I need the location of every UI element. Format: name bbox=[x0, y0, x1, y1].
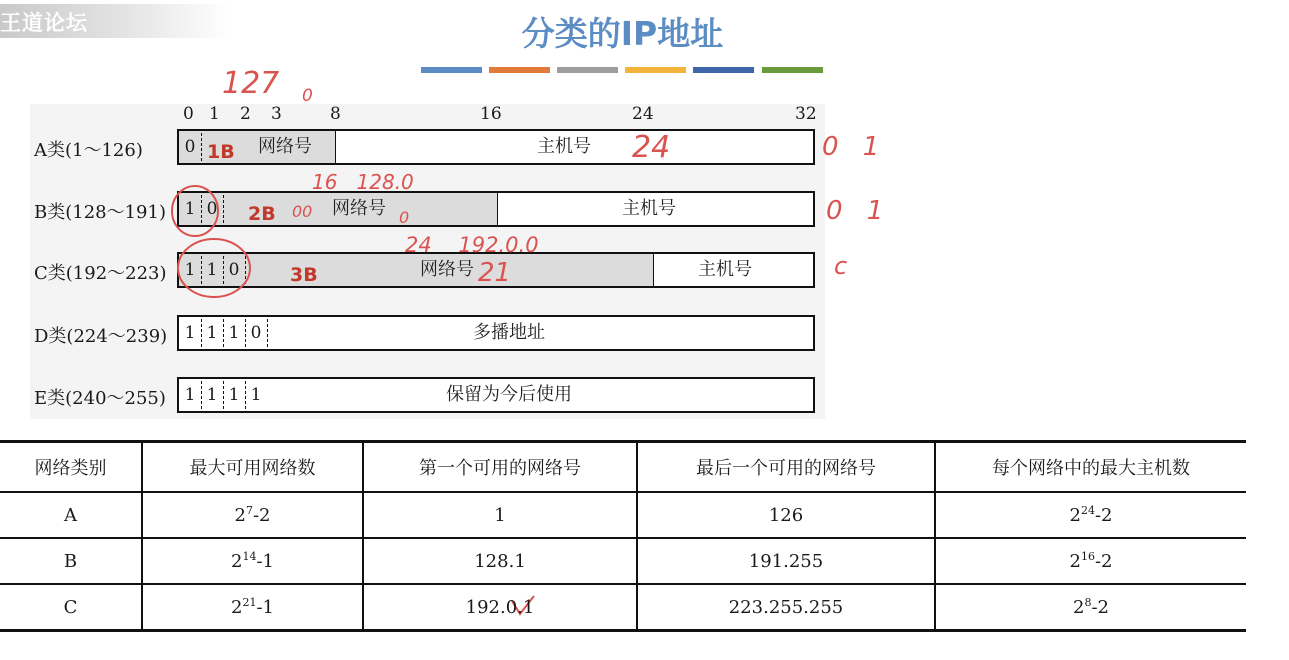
bit-position-32: 32 bbox=[795, 104, 817, 124]
cell-last-network: 126 bbox=[637, 492, 935, 538]
cell-max-hosts: $2^8-2$ bbox=[935, 584, 1246, 631]
class-b-host-field: 主机号 bbox=[622, 198, 676, 219]
class-e-bit-0: 1 bbox=[184, 385, 196, 405]
bit-position-16: 16 bbox=[480, 104, 502, 124]
handwriting-a-zero: 0 bbox=[302, 86, 313, 106]
handwriting-b-top: 16 128.0 bbox=[312, 170, 414, 194]
cell-class: A bbox=[0, 492, 142, 538]
cell-max-networks: $2^{21}-1$ bbox=[142, 584, 363, 631]
header-max-hosts: 每个网络中的最大主机数 bbox=[935, 442, 1246, 493]
header-class: 网络类别 bbox=[0, 442, 142, 493]
header-max-networks: 最大可用网络数 bbox=[142, 442, 363, 493]
cell-class: C bbox=[0, 584, 142, 631]
class-c-bit-1: 1 bbox=[206, 260, 218, 280]
class-d-bit-2: 1 bbox=[228, 323, 240, 343]
cell-first-network: 1 bbox=[363, 492, 637, 538]
table-row bbox=[0, 492, 1246, 538]
cell-last-network: 223.255.255 bbox=[637, 584, 935, 631]
class-a-host-field: 主机号 bbox=[537, 136, 591, 157]
bit-position-2: 2 bbox=[240, 104, 251, 124]
cell-max-hosts: $2^{24}-2$ bbox=[935, 492, 1246, 538]
class-b-bit-0: 1 bbox=[184, 199, 196, 219]
class-b-bit-1: 0 bbox=[206, 199, 218, 219]
handwriting-127: 127 bbox=[222, 66, 280, 101]
class-c-byte-tag: 3B bbox=[290, 264, 318, 286]
class-d-bit-1: 1 bbox=[206, 323, 218, 343]
header-first-network: 第一个可用的网络号 bbox=[363, 442, 637, 493]
class-a-net-field: 网络号 bbox=[258, 136, 312, 157]
class-d-bit-0: 1 bbox=[184, 323, 196, 343]
cell-max-networks: $2^{14}-1$ bbox=[142, 538, 363, 584]
watermark-text: 王道论坛 bbox=[0, 11, 88, 35]
cell-first-network: 192.0.1 bbox=[363, 584, 637, 631]
bit-position-3: 3 bbox=[271, 104, 282, 124]
class-d-label: D类(224～239) bbox=[34, 326, 168, 347]
class-b-net-field: 网络号 bbox=[332, 198, 386, 219]
cell-class: B bbox=[0, 538, 142, 584]
class-c-host-field: 主机号 bbox=[698, 259, 752, 280]
table-row bbox=[0, 538, 1246, 584]
bit-position-8: 8 bbox=[330, 104, 341, 124]
handwriting-a-right: 0 1 bbox=[822, 132, 888, 162]
class-e-bit-3: 1 bbox=[250, 385, 262, 405]
class-d-multicast-field: 多播地址 bbox=[473, 322, 545, 343]
handwriting-c-right: c bbox=[834, 252, 848, 280]
handwriting-c-21: 21 bbox=[478, 258, 512, 288]
handwriting-c-top: 24 192.0.0 bbox=[405, 233, 539, 257]
class-c-label: C类(192～223) bbox=[34, 263, 167, 284]
bit-position-24: 24 bbox=[632, 104, 654, 124]
class-e-bit-1: 1 bbox=[206, 385, 218, 405]
class-e-reserved-field: 保留为今后使用 bbox=[446, 384, 572, 405]
handwriting-a-24: 24 bbox=[632, 130, 671, 165]
class-a-byte-tag: 1B bbox=[207, 141, 235, 163]
class-a-bit-0: 0 bbox=[184, 137, 196, 157]
class-c-net-field: 网络号 bbox=[420, 259, 474, 280]
class-e-bit-2: 1 bbox=[228, 385, 240, 405]
ip-class-summary-table bbox=[0, 440, 1246, 632]
handwriting-b-00: 00 bbox=[292, 202, 313, 221]
class-c-bit-2: 0 bbox=[228, 260, 240, 280]
class-d-bit-3: 0 bbox=[250, 323, 262, 343]
table-row bbox=[0, 584, 1246, 631]
cell-max-networks: $2^7-2$ bbox=[142, 492, 363, 538]
class-c-bit-0: 1 bbox=[184, 260, 196, 280]
handwriting-b-0: 0 bbox=[399, 208, 410, 227]
class-e-label: E类(240～255) bbox=[34, 388, 166, 409]
table-header-row bbox=[0, 442, 1246, 493]
cell-last-network: 191.255 bbox=[637, 538, 935, 584]
cell-max-hosts: $2^{16}-2$ bbox=[935, 538, 1246, 584]
class-b-label: B类(128～191) bbox=[34, 202, 166, 223]
header-last-network: 最后一个可用的网络号 bbox=[637, 442, 935, 493]
bit-position-0: 0 bbox=[183, 104, 194, 124]
bit-position-1: 1 bbox=[209, 104, 220, 124]
circle-class-b-prefix bbox=[172, 186, 218, 236]
class-a-label: A类(1～126) bbox=[34, 140, 143, 161]
circle-class-c-prefix bbox=[178, 239, 250, 297]
cell-first-network: 128.1 bbox=[363, 538, 637, 584]
handwriting-b-right: 0 1 bbox=[826, 196, 892, 226]
class-b-byte-tag: 2B bbox=[248, 203, 276, 225]
page-title: 分类的IP地址 bbox=[521, 14, 724, 53]
